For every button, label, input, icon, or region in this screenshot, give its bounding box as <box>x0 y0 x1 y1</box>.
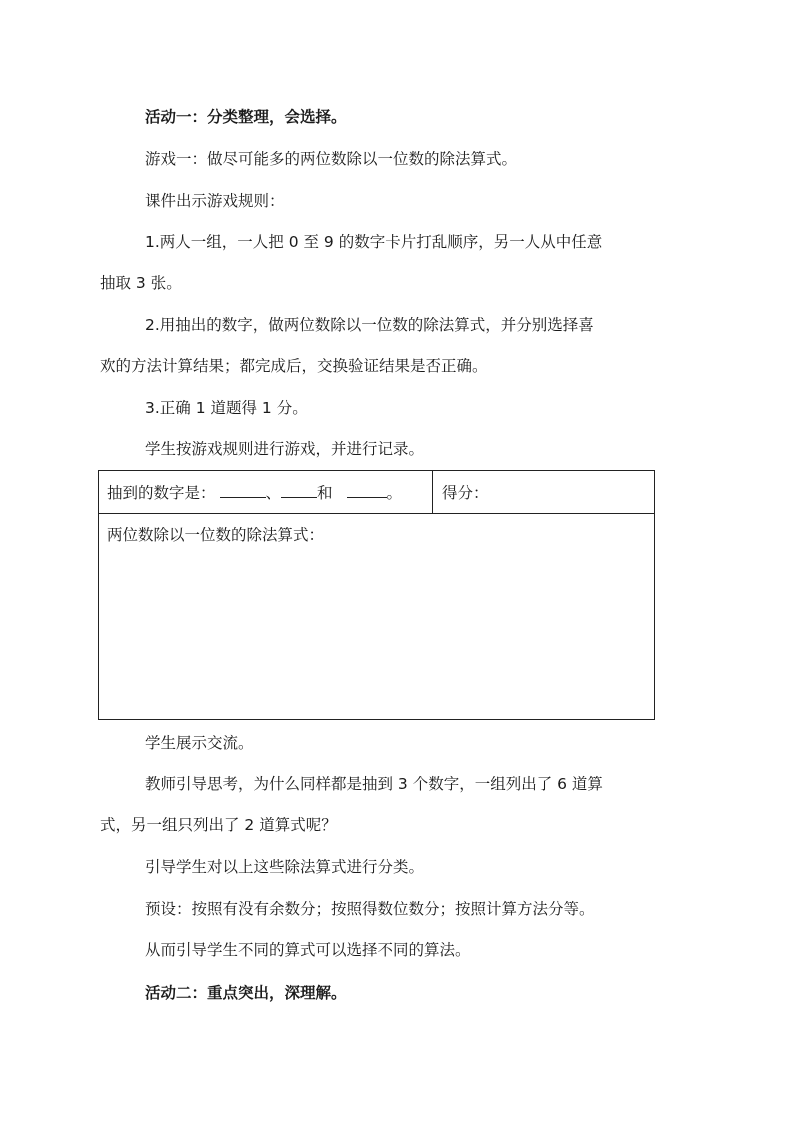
separator-comma: 、 <box>265 484 282 502</box>
rule-3: 3.正确 1 道题得 1 分。 <box>145 399 308 417</box>
rule-2-line-1: 2.用抽出的数字，做两位数除以一位数的除法算式，并分别选择喜 <box>145 316 594 334</box>
classify-guide-text: 引导学生对以上这些除法算式进行分类。 <box>145 858 425 876</box>
blank-number-1 <box>220 485 266 498</box>
drawn-numbers-cell <box>107 483 402 503</box>
teacher-guide-line-2: 式，另一组只列出了 2 道算式呢？ <box>100 816 337 834</box>
rules-intro: 课件出示游戏规则： <box>145 192 285 210</box>
score-label: 得分： <box>442 484 489 502</box>
conclusion-text: 从而引导学生不同的算式可以选择不同的算法。 <box>145 941 471 959</box>
blank-number-3 <box>347 485 387 498</box>
record-table <box>98 470 655 720</box>
students-present-text: 学生展示交流。 <box>145 734 254 752</box>
blank-number-2 <box>281 485 317 498</box>
game-one-title: 游戏一：做尽可能多的两位数除以一位数的除法算式。 <box>145 150 518 168</box>
table-column-divider <box>432 471 433 513</box>
table-row-divider <box>99 513 654 514</box>
separator-and: 和 <box>317 484 333 502</box>
expressions-label: 两位数除以一位数的除法算式： <box>107 526 325 544</box>
drawn-numbers-label: 抽到的数字是： <box>107 484 216 502</box>
rule-1-line-1: 1.两人一组，一人把 0 至 9 的数字卡片打乱顺序，另一人从中任意 <box>145 233 603 251</box>
teacher-guide-line-1: 教师引导思考，为什么同样都是抽到 3 个数字，一组列出了 6 道算 <box>145 775 603 793</box>
rule-2-line-2: 欢的方法计算结果；都完成后，交换验证结果是否正确。 <box>100 357 488 375</box>
activity-one-heading: 活动一：分类整理，会选择。 <box>145 108 347 126</box>
rule-1-line-2: 抽取 3 张。 <box>100 274 182 292</box>
preset-text: 预设：按照有没有余数分；按照得数位数分；按照计算方法分等。 <box>145 900 595 918</box>
end-mark: 。 <box>386 484 403 502</box>
activity-two-heading: 活动二：重点突出，深理解。 <box>145 984 347 1002</box>
students-play-text: 学生按游戏规则进行游戏，并进行记录。 <box>145 440 425 458</box>
